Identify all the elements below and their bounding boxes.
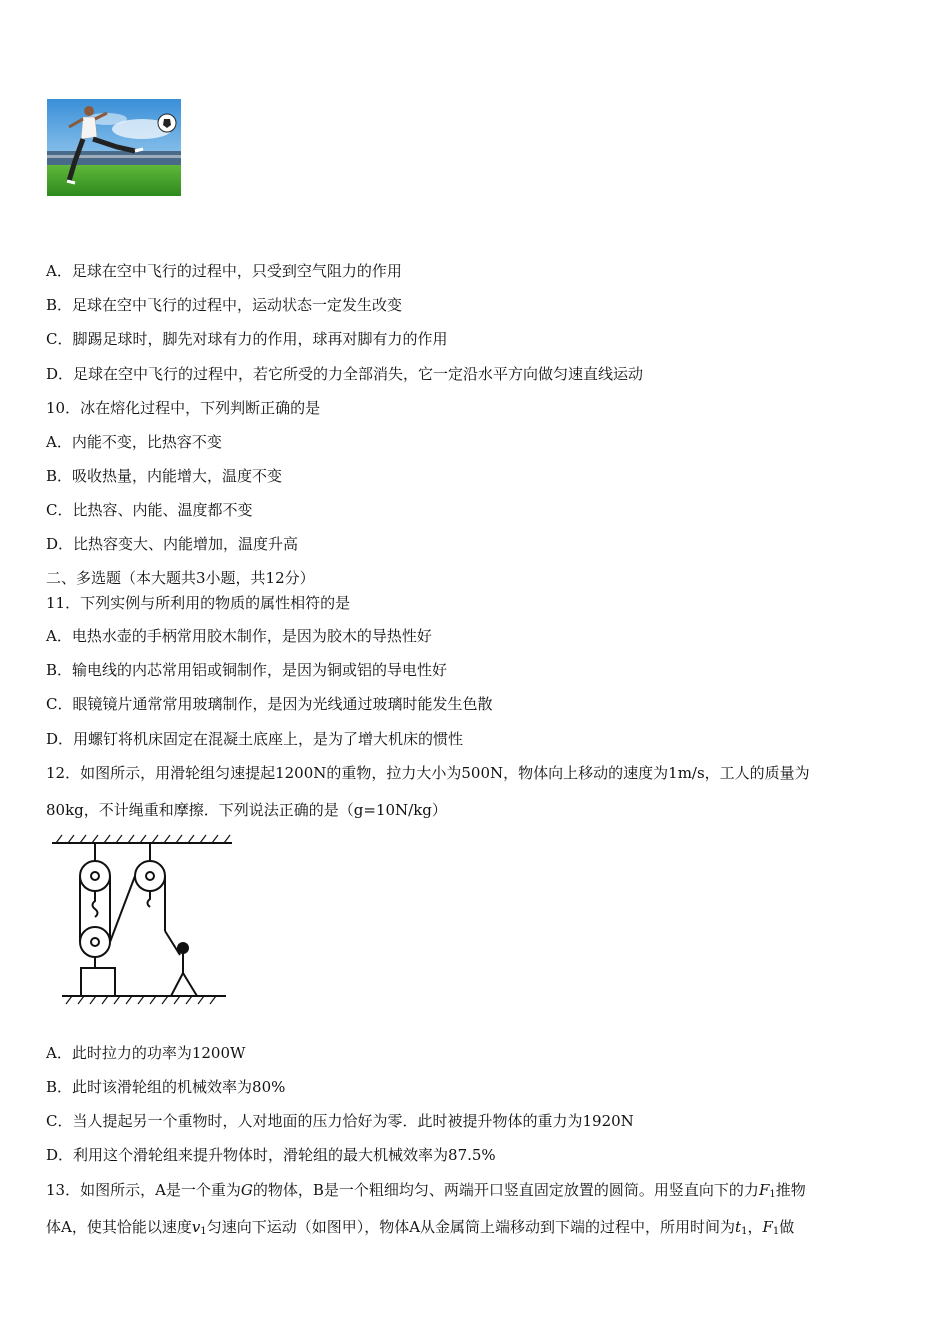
q10-option-b: B．吸收热量，内能增大，温度不变: [46, 467, 283, 485]
soccer-player-photo: [47, 99, 181, 196]
q9-option-a: A．足球在空中飞行的过程中，只受到空气阻力的作用: [46, 262, 402, 280]
q9-option-d: D．足球在空中飞行的过程中，若它所受的力全部消失，它一定沿水平方向做匀速直线运动: [46, 365, 644, 383]
q9-option-c: C．脚踢足球时，脚先对球有力的作用，球再对脚有力的作用: [46, 330, 448, 348]
q10-option-a: A．内能不变，比热容不变: [46, 433, 222, 451]
q9-option-b: B．足球在空中飞行的过程中，运动状态一定发生改变: [46, 296, 403, 314]
q12-stem-line2: 80kg，不计绳重和摩擦．下列说法正确的是（g=10N/kg）: [46, 801, 447, 819]
q11-option-a: A．电热水壶的手柄常用胶木制作，是因为胶木的导热性好: [46, 627, 432, 645]
q12-option-c: C．当人提起另一个重物时，人对地面的压力恰好为零．此时被提升物体的重力为1920N: [46, 1112, 634, 1130]
pulley-system-diagram: [46, 833, 236, 1008]
q10-stem: 10．冰在熔化过程中，下列判断正确的是: [46, 399, 321, 417]
q11-stem: 11．下列实例与所利用的物质的属性相符的是: [46, 594, 351, 612]
q11-option-c: C．眼镜镜片通常常用玻璃制作，是因为光线通过玻璃时能发生色散: [46, 695, 493, 713]
q13-stem-line1: 13．如图所示，A是一个重为G的物体，B是一个粗细均匀、两端开口竖直固定放置的圆筒。用竖直向下的力$F_1$推物: [46, 1181, 806, 1200]
q12-option-a: A．此时拉力的功率为1200W: [46, 1044, 246, 1062]
q12-stem-line1: 12．如图所示，用滑轮组匀速提起1200N的重物，拉力大小为500N，物体向上移动的速度为1m/s，工人的质量为: [46, 764, 810, 782]
q12-option-d: D．利用这个滑轮组来提升物体时，滑轮组的最大机械效率为87.5%: [46, 1146, 496, 1164]
q11-option-d: D．用螺钉将机床固定在混凝土底座上，是为了增大机床的惯性: [46, 730, 464, 748]
q12-option-b: B．此时该滑轮组的机械效率为80%: [46, 1078, 286, 1096]
section-heading: 二、多选题（本大题共3小题，共12分）: [46, 569, 315, 587]
q10-option-d: D．比热容变大、内能增加，温度升高: [46, 535, 299, 553]
q13-stem-line2: 体A，使其恰能以速度$v_1$匀速向下运动（如图甲），物体A从金属筒上端移动到下端的过程中，所用时间为$t_1$，$F_1$做: [46, 1218, 795, 1237]
q10-option-c: C．比热容、内能、温度都不变: [46, 501, 253, 519]
q11-option-b: B．输电线的内芯常用铝或铜制作，是因为铜或铝的导电性好: [46, 661, 448, 679]
